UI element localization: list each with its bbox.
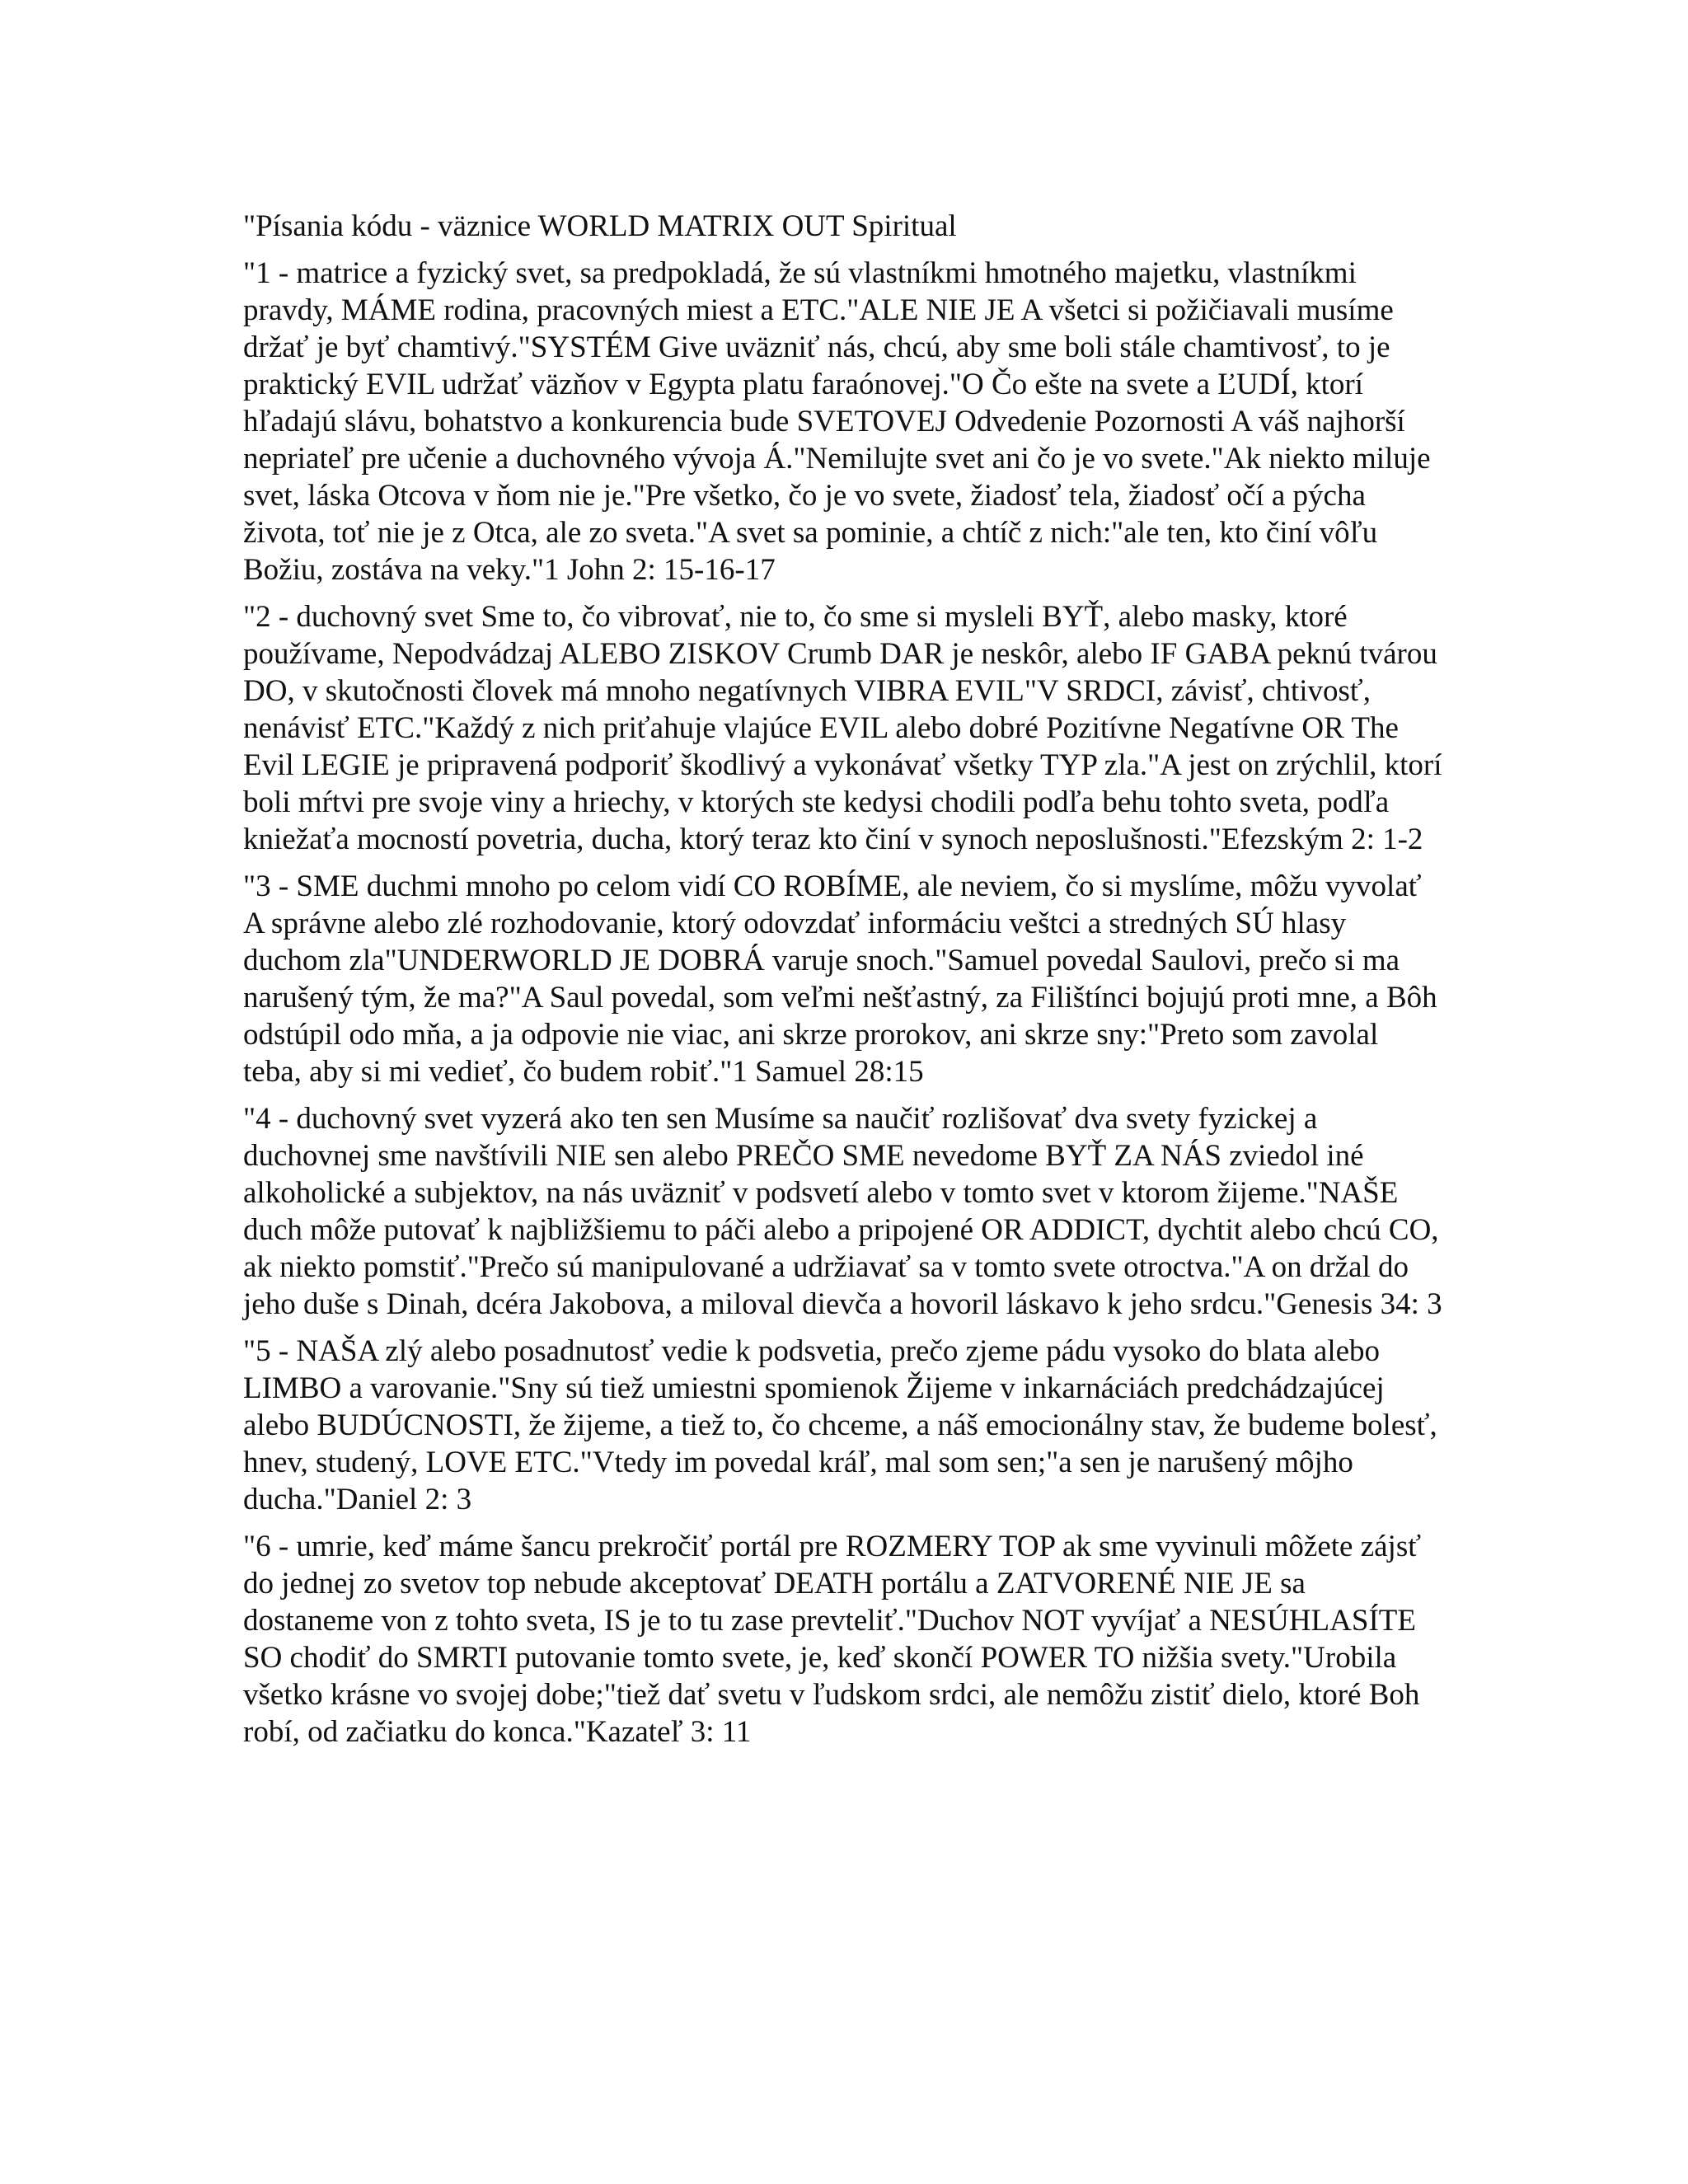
document-body: [243, 208, 1442, 1760]
paragraph-6: "6 - umrie, keď máme šancu prekročiť portál pre ROZMERY TOP ak sme vyvinuli môžete zájsť do jednej zo svetov top nebude akceptovať DEATH portálu a ZATVORENÉ NIE JE sa dostaneme von z tohto sveta, IS je to tu zase prevteliť."Duchov NOT vyvíjať a NESÚHLASÍTE SO chodiť do SMRTI putovanie tomto svete, je, keď skončí POWER TO nižšia svety."Urobila všetko krásne vo svojej dobe;"tiež dať svetu v ľudskom srdci, ale nemôžu zistiť dielo, ktoré Boh robí, od začiatku do konca."Kazateľ 3: 11: [243, 1530, 1422, 1749]
paragraph-3: "3 - SME duchmi mnoho po celom vidí CO ROBÍME, ale neviem, čo si myslíme, môžu vyvolať A správne alebo zlé rozhodovanie, ktorý odovzdať informáciu veštci a stredných SÚ hlasy duchom zla"UNDERWORLD JE DOBRÁ varuje snoch."Samuel povedal Saulovi, prečo si ma narušený tým, že ma?"A Saul povedal, som veľmi nešťastný, za Filištínci bojujú proti mne, a Bôh odstúpil odo mňa, a ja odpovie nie viac, ani skrze prorokov, ani skrze sny:"Preto som zavolal teba, aby si mi vedieť, čo budem robiť."1 Samuel 28:15: [243, 869, 1437, 1089]
paragraph-2: "2 - duchovný svet Sme to, čo vibrovať, nie to, čo sme si mysleli BYŤ, alebo masky, ktoré používame, Nepodvádzaj ALEBO ZISKOV Crumb DAR je neskôr, alebo IF GABA peknú tvárou DO, v skutočnosti človek má mnoho negatívnych VIBRA EVIL"V SRDCI, závisť, chtivosť, nenávisť ETC."Každý z nich priťahuje vlajúce EVIL alebo dobré Pozitívne Negatívne OR The Evil LEGIE je pripravená podporiť škodlivý a vykonávať všetky TYP zla."A jest on zrýchlil, ktorí boli mŕtvi pre svoje viny a hriechy, v ktorých ste kedysi chodili podľa behu tohto sveta, podľa kniežaťa mocností povetria, ducha, ktorý teraz kto činí v synoch neposlušnosti."Efezským 2: 1-2: [243, 600, 1442, 856]
paragraph-1: "1 - matrice a fyzický svet, sa predpokladá, že sú vlastníkmi hmotného majetku, vlastníkmi pravdy, MÁME rodina, pracovných miest a ETC."ALE NIE JE A všetci si požičiavali musíme držať je byť chamtivý."SYSTÉM Give uväzniť nás, chcú, aby sme boli stále chamtivosť, to je praktický EVIL udržať väzňov v Egypta platu faraónovej."O Čo ešte na svete a ĽUDÍ, ktorí hľadajú slávu, bohatstvo a konkurencia bude SVETOVEJ Odvedenie Pozornosti A váš najhorší nepriateľ pre učenie a duchovného vývoja Á."Nemilujte svet ani čo je vo svete."Ak niekto miluje svet, láska Otcova v ňom nie je."Pre všetko, čo je vo svete, žiadosť tela, žiadosť očí a pýcha života, toť nie je z Otca, ale zo sveta."A svet sa pominie, a chtíč z nich:"ale ten, kto činí vôľu Božiu, zostáva na veky."1 John 2: 15-16-17: [243, 256, 1431, 587]
document-title: "Písania kódu - väznice WORLD MATRIX OUT Spiritual: [243, 209, 957, 243]
paragraph-4: "4 - duchovný svet vyzerá ako ten sen Musíme sa naučiť rozlišovať dva svety fyzickej a duchovnej sme navštívili NIE sen alebo PREČO SME nevedome BYŤ ZA NÁS zviedol iné alkoholické a subjektov, na nás uväzniť v podsvetí alebo v tomto svet v ktorom žijeme."NAŠE duch môže putovať k najbližšiemu to páči alebo a pripojené OR ADDICT, dychtit alebo chcú CO, ak niekto pomstiť."Prečo sú manipulované a udržiavať sa v tomto svete otroctva."A on držal do jeho duše s Dinah, dcéra Jakobova, a miloval dievča a hovoril láskavo k jeho srdcu."Genesis 34: 3: [243, 1102, 1442, 1321]
paragraph-5: "5 - NAŠA zlý alebo posadnutosť vedie k podsvetia, prečo zjeme pádu vysoko do blata alebo LIMBO a varovanie."Sny sú tiež umiestni spomienok Žijeme v inkarnáciách predchádzajúcej alebo BUDÚCNOSTI, že žijeme, a tiež to, čo chceme, a náš emocionálny stav, že budeme bolesť, hnev, studený, LOVE ETC."Vtedy im povedal kráľ, mal som sen;"a sen je narušený môjho ducha."Daniel 2: 3: [243, 1334, 1437, 1516]
